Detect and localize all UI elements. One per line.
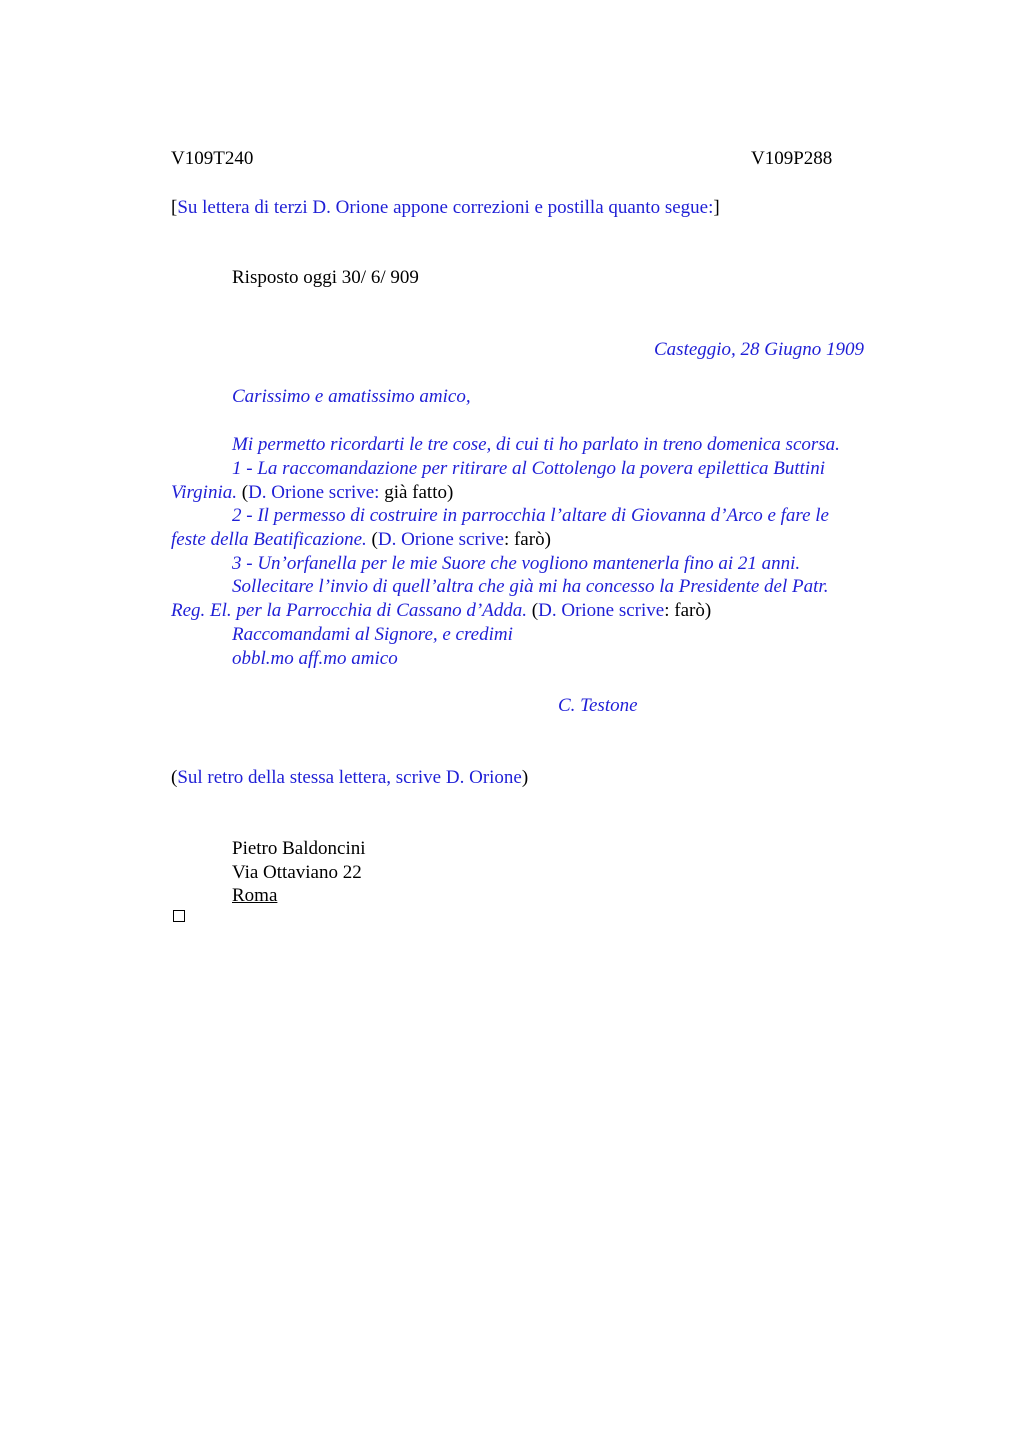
letter-intro: Mi permetto ricordarti le tre cose, di cui ti ho parlato in treno domenica scorsa. (232, 434, 840, 455)
address-name: Pietro Baldoncini (232, 838, 366, 859)
address-city: Roma (232, 885, 278, 906)
letter-item-1-line-1: 1 - La raccomandazione per ritirare al Cottolengo la povera epilettica Buttini (232, 458, 825, 479)
letter-item-4-line-2: Reg. El. per la Parrocchia di Cassano d’Adda. (D. Orione scrive: farò) (171, 600, 712, 621)
letter-closing-1: Raccomandami al Signore, e credimi (232, 624, 513, 645)
letter-item-2-line-1: 2 - Il permesso di costruire in parrocchia l’altare di Giovanna d’Arco e fare le (232, 505, 829, 526)
header-right-code: V109P288 (751, 148, 833, 169)
letter-signature: C. Testone (558, 695, 638, 716)
checkbox-icon (173, 910, 185, 922)
editor-note: [Su lettera di terzi D. Orione appone correzioni e postilla quanto segue:] (171, 197, 720, 218)
reply-note: Risposto oggi 30/ 6/ 909 (232, 267, 419, 288)
letter-place-date: Casteggio, 28 Giugno 1909 (654, 339, 865, 360)
letter-closing-2: obbl.mo aff.mo amico (232, 648, 398, 669)
back-note: (Sul retro della stessa lettera, scrive D. Orione) (171, 767, 529, 788)
letter-item-4-line-1: Sollecitare l’invio di quell’altra che già mi ha concesso la Presidente del Patr. (232, 576, 829, 597)
letter-item-1-line-2: Virginia. (D. Orione scrive: già fatto) (171, 482, 454, 503)
header-left-code: V109T240 (171, 148, 254, 169)
address-street: Via Ottaviano 22 (232, 862, 362, 883)
letter-item-2-line-2: feste della Beatificazione. (D. Orione scrive: farò) (171, 529, 551, 550)
letter-salutation: Carissimo e amatissimo amico, (232, 386, 471, 407)
letter-item-3: 3 - Un’orfanella per le mie Suore che vogliono mantenerla fino ai 21 anni. (232, 553, 801, 574)
